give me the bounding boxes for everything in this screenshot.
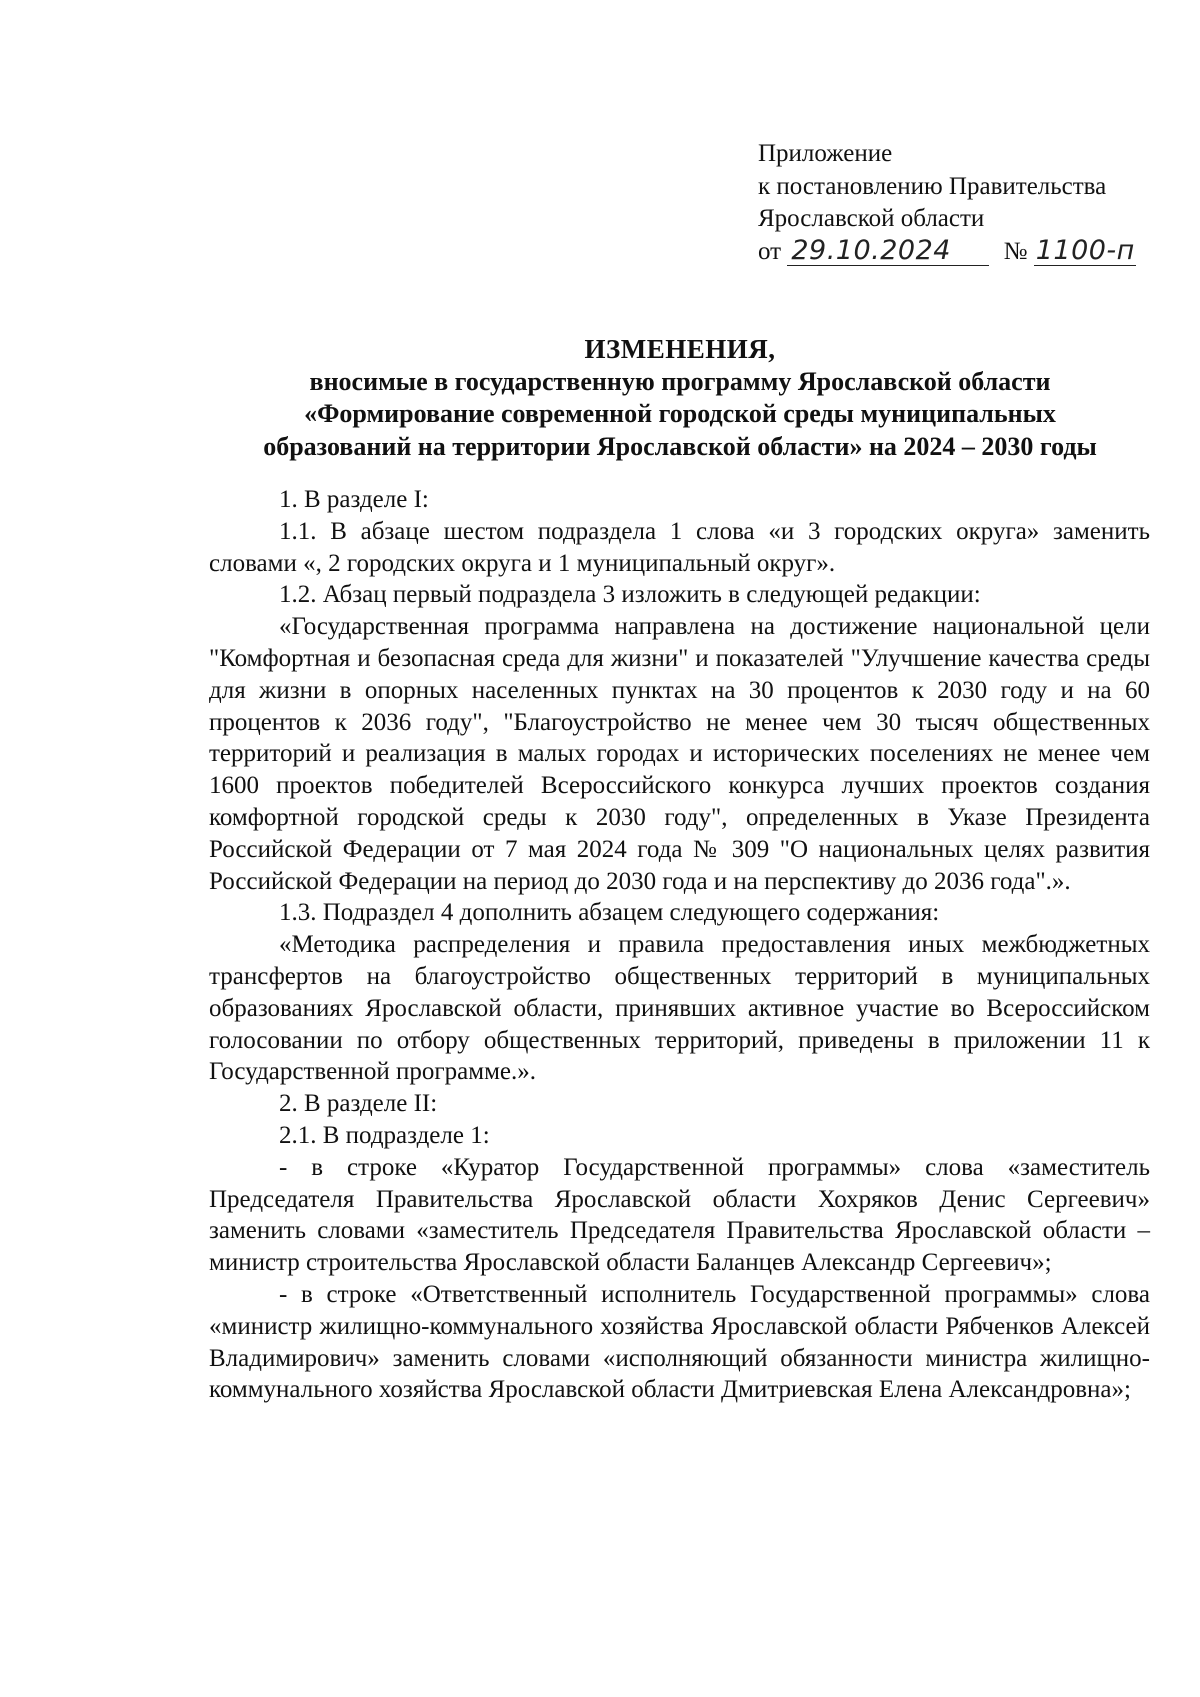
title-main: ИЗМЕНЕНИЯ,	[584, 334, 776, 364]
paragraph-1-3: 1.3. Подраздел 4 дополнить абзацем следующего содержания:	[279, 899, 940, 927]
appendix-resolution-ref: к постановлению Правительства	[758, 172, 1107, 200]
paragraph-1-1: 1.1. В абзаце шестом подраздела 1 слова «и 3 городских округа» заменить словами «, 2 городских округа и 1 муниципальный округ».	[209, 517, 1150, 577]
appendix-title: Приложение	[758, 140, 893, 167]
paragraph-1-2-quote: «Государственная программа направлена на достижение национальной цели "Комфортная и безопасная среда для жизни" и показателей "Улучшение качества среды для жизни в опорных населенных пунктах на 30 процентов к 2030 году и на 60 процентов к 2036 году", "Благоустройство не менее чем 30 тысяч общественных территорий и реализация в малых городах и исторических поселениях не менее чем 1600 проектов победителей Всероссийского конкурса лучших проектов создания комфортной городской среды к 2030 году", определенных в Указе Президента Российской Федерации от 7 мая 2024 года № 309 "О национальных целях развития Российской Федерации на период до 2030 года и на перспективу до 2036 года".».	[209, 613, 1150, 895]
paragraph-executor: - в строке «Ответственный исполнитель Государственной программы» слова «министр жилищно-коммунального хозяйства Ярославской области Рябченков Алексей Владимирович» заменить словами «исполняющий обязанности министра жилищно-коммунального хозяйства Ярославской области Дмитриевская Елена Александровна»;	[209, 1280, 1150, 1404]
title-line-4: образований на территории Ярославской области» на 2024 – 2030 годы	[263, 431, 1097, 461]
handwritten-number: 1100-п	[1035, 234, 1135, 266]
paragraph-1-3-quote: «Методика распределения и правила предоставления иных межбюджетных трансфертов на благоустройство общественных территорий в муниципальных образованиях Ярославской области, принявших активное участие во Всероссийском голосовании по отбору общественных территорий, приведены в приложении 11 к Государственной программе.».	[209, 931, 1150, 1086]
document-body	[209, 484, 1150, 1406]
title-line-3: «Формирование современной городской среды муниципальных	[304, 399, 1056, 428]
paragraph-1-2: 1.2. Абзац первый подраздела 3 изложить в следующей редакции:	[279, 581, 981, 609]
paragraph-section-1: 1. В разделе I:	[279, 486, 429, 513]
from-label: от	[758, 237, 782, 265]
date-field	[787, 234, 989, 266]
handwritten-date: 29.10.2024	[791, 234, 951, 266]
paragraph-curator: - в строке «Куратор Государственной программы» слова «заместитель Председателя Правительства Ярославской области Хохряков Денис Сергеевич» заменить словами «заместитель Председателя Правительства Ярославской области – министр строительства Ярославской области Баланцев Александр Сергеевич»;	[209, 1153, 1150, 1277]
number-label: №	[1003, 237, 1028, 265]
document-title	[200, 333, 1160, 463]
appendix-date-number	[758, 236, 1178, 269]
number-field	[1034, 234, 1136, 266]
paragraph-section-2: 2. В разделе II:	[279, 1090, 438, 1118]
title-line-2: вносимые в государственную программу Ярославской области	[309, 366, 1051, 396]
appendix-region: Ярославской области	[758, 205, 985, 232]
paragraph-2-1: 2.1. В подразделе 1:	[279, 1121, 490, 1149]
appendix-header	[758, 138, 1178, 268]
